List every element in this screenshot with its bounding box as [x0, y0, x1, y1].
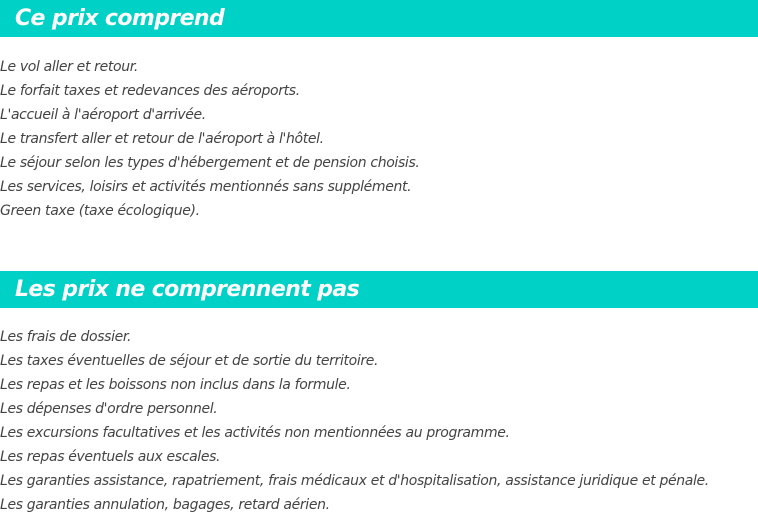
list-item: Le transfert aller et retour de l'aéroport à l'hôtel.	[0, 131, 324, 147]
price-includes-title: Ce prix comprend	[15, 5, 225, 31]
list-item: Le forfait taxes et redevances des aéroports.	[0, 83, 300, 99]
price-excludes-section	[0, 271, 758, 517]
price-includes-section	[0, 0, 758, 223]
list-item: Les garanties assistance, rapatriement, frais médicaux et d'hospitalisation, assistance juridique et pénale.	[0, 473, 709, 489]
price-includes-banner	[0, 0, 758, 37]
list-item: L'accueil à l'aéroport d'arrivée.	[0, 107, 206, 123]
list-item: Les dépenses d'ordre personnel.	[0, 401, 218, 417]
list-item: Les services, loisirs et activités mentionnés sans supplément.	[0, 179, 412, 195]
list-item: Le séjour selon les types d'hébergement et de pension choisis.	[0, 155, 420, 171]
list-item: Les repas éventuels aux escales.	[0, 449, 221, 465]
list-item: Green taxe (taxe écologique).	[0, 203, 200, 219]
list-item: Les garanties annulation, bagages, retard aérien.	[0, 497, 330, 513]
price-excludes-list	[0, 325, 758, 517]
list-item: Le vol aller et retour.	[0, 59, 138, 75]
list-item: Les taxes éventuelles de séjour et de sortie du territoire.	[0, 353, 379, 369]
list-item: Les excursions facultatives et les activités non mentionnées au programme.	[0, 425, 510, 441]
list-item: Les frais de dossier.	[0, 329, 132, 345]
price-excludes-title: Les prix ne comprennent pas	[15, 276, 360, 302]
price-includes-list	[0, 55, 758, 223]
list-item: Les repas et les boissons non inclus dans la formule.	[0, 377, 351, 393]
price-excludes-banner	[0, 271, 758, 308]
